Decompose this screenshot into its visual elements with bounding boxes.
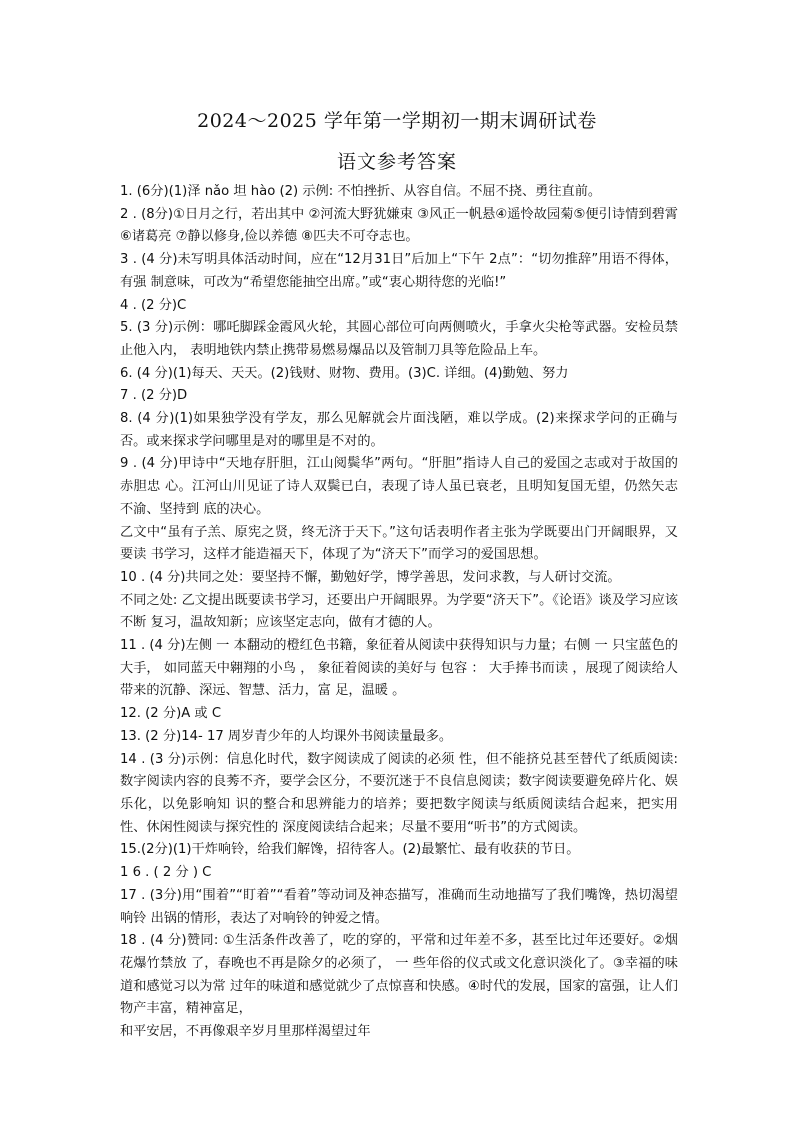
answer-paragraph: 7 . (2 分)D xyxy=(120,388,188,404)
answer-body xyxy=(120,181,678,1044)
answer-paragraph: 18 . (4 分)赞同: ①生活条件改善了，吃的穿的，平常和过年差不多，甚至比过年还要好。②烟花爆竹禁放 了，春晚也不再是除夕的必须了， 一 些年俗的仪式或文化意识淡化了。③幸福的味道和感觉习以为常 过年的味道和感觉就少了点惊喜和快感。④时代的发展，国家的富强，让人们物产丰富，精神富足， xyxy=(120,933,678,1017)
answer-paragraph: 和平安居，不再像艰辛岁月里那样渴望过年 xyxy=(120,1024,371,1040)
answer-paragraph: 12. (2 分)A 或 C xyxy=(120,706,222,722)
answer-paragraph: 5. (3 分)示例：哪吒脚踩金霞风火轮，其圆心部位可向两侧喷火，手拿火尖枪等武器。安检员禁止他入内， 表明地铁内禁止携带易燃易爆品以及管制刀具等危险品上车。 xyxy=(120,320,678,358)
answer-paragraph: 14 . (3 分)示例：信息化时代，数字阅读成了阅读的必须 性，但不能挤兑甚至替代了纸质阅读: 数字阅读内容的良莠不齐，要学会区分，不要沉迷于不良信息阅读；数字阅读要避免碎片化、娱乐化，以免影响知 识的整合和思辨能力的培养；要把数字阅读与纸质阅读结合起来，把实用性、休闲性阅读与探究性的 深度阅读结合起来；尽量不要用“听书”的方式阅读。 xyxy=(120,751,678,835)
answer-paragraph: 6. (4 分)(1)每天、天天。(2)钱财、财物、费用。(3)C. 详细。(4)勤勉、努力 xyxy=(120,365,569,381)
answer-paragraph: 9 . (4 分)甲诗中“天地存肝胆，江山阅鬓华”两句。“肝胆”指诗人自己的爱国之志或对于故国的赤胆忠 心。江河山川见证了诗人双鬓已白，表现了诗人虽已衰老，且明知复国无望，仍然矢志不渝、坚持到 底的决心。 xyxy=(120,456,678,517)
page-subtitle: 语文参考答案 xyxy=(336,151,457,173)
answer-paragraph: 1. (6分)(1)泽 nǎo 坦 hào (2) 示例: 不怕挫折、从容自信。不屈不挠、勇往直前。 xyxy=(120,184,602,199)
answer-paragraph: 8. (4 分)(1)如果独学没有学友，那么见解就会片面浅陋，难以学成。(2)来探求学问的正确与否。或来探求学问哪里是对的哪里是不对的。 xyxy=(120,411,678,449)
answer-paragraph: 3 . (4 分)未写明具体活动时间，应在“12月31日”后加上“下午 2点”：“切勿推辞”用语不得体，有强 制意味，可改为“希望您能抽空出席。”或“衷心期待您的光临!” xyxy=(120,252,678,290)
answer-paragraph: 乙文中“虽有子羔、原宪之贤，终无济于天下。”这句话表明作者主张为学既要出门开阔眼界，又要读 书学习，这样才能造福天下，体现了为“济天下”而学习的爱国思想。 xyxy=(120,524,678,563)
answer-paragraph: 17 . (3分)用“围着”“盯着”“看着”等动词及神态描写，准确而生动地描写了我们嘴馋，热切渴望响铃 出锅的情形，表达了对响铃的钟爱之情。 xyxy=(120,887,678,926)
page-title: 2024～2025 学年第一学期初一期末调研试卷 xyxy=(197,110,597,132)
answer-paragraph: 10 . (4 分)共同之处：要坚持不懈，勤勉好学，博学善思，发问求教，与人研讨交流。 xyxy=(120,569,621,585)
answer-paragraph: 4 . (2 分)C xyxy=(120,297,187,313)
answer-paragraph: 15.(2分)(1)干炸响铃，给我们解馋，招待客人。(2)最繁忙、最有收获的节日。 xyxy=(120,842,580,858)
answer-paragraph: 不同之处: 乙文提出既要读书学习，还要出户开阔眼界。为学要“济天下”。《论语》谈及学习应该不断 复习，温故知新；应该坚定志向，做有才德的人。 xyxy=(120,592,678,631)
answer-paragraph: 13. (2 分)14- 17 周岁青少年的人均课外书阅读量最多。 xyxy=(120,728,453,744)
answer-paragraph: 11 . (4 分)左侧 一 本翻动的橙红色书籍，象征着从阅读中获得知识与力量；右侧 一 只宝蓝色的大手， 如同蓝天中翱翔的小鸟 ， 象征着阅读的美好与 包容 ： 大手捧书而读 ，展现了阅读给人带来的沉静、深远、智慧、活力，富 足，温暖 。 xyxy=(120,638,678,699)
answer-paragraph: 2 . (8分)①日月之行，若出其中 ②河流大野犹嫌束 ③风正一帆悬④遥怜故园菊⑤便引诗情到碧霄⑥诸葛亮 ⑦静以修身,俭以养德 ⑧匹夫不可夺志也。 xyxy=(120,206,678,245)
answer-paragraph: 1 6 . ( 2 分 ) C xyxy=(120,865,212,881)
